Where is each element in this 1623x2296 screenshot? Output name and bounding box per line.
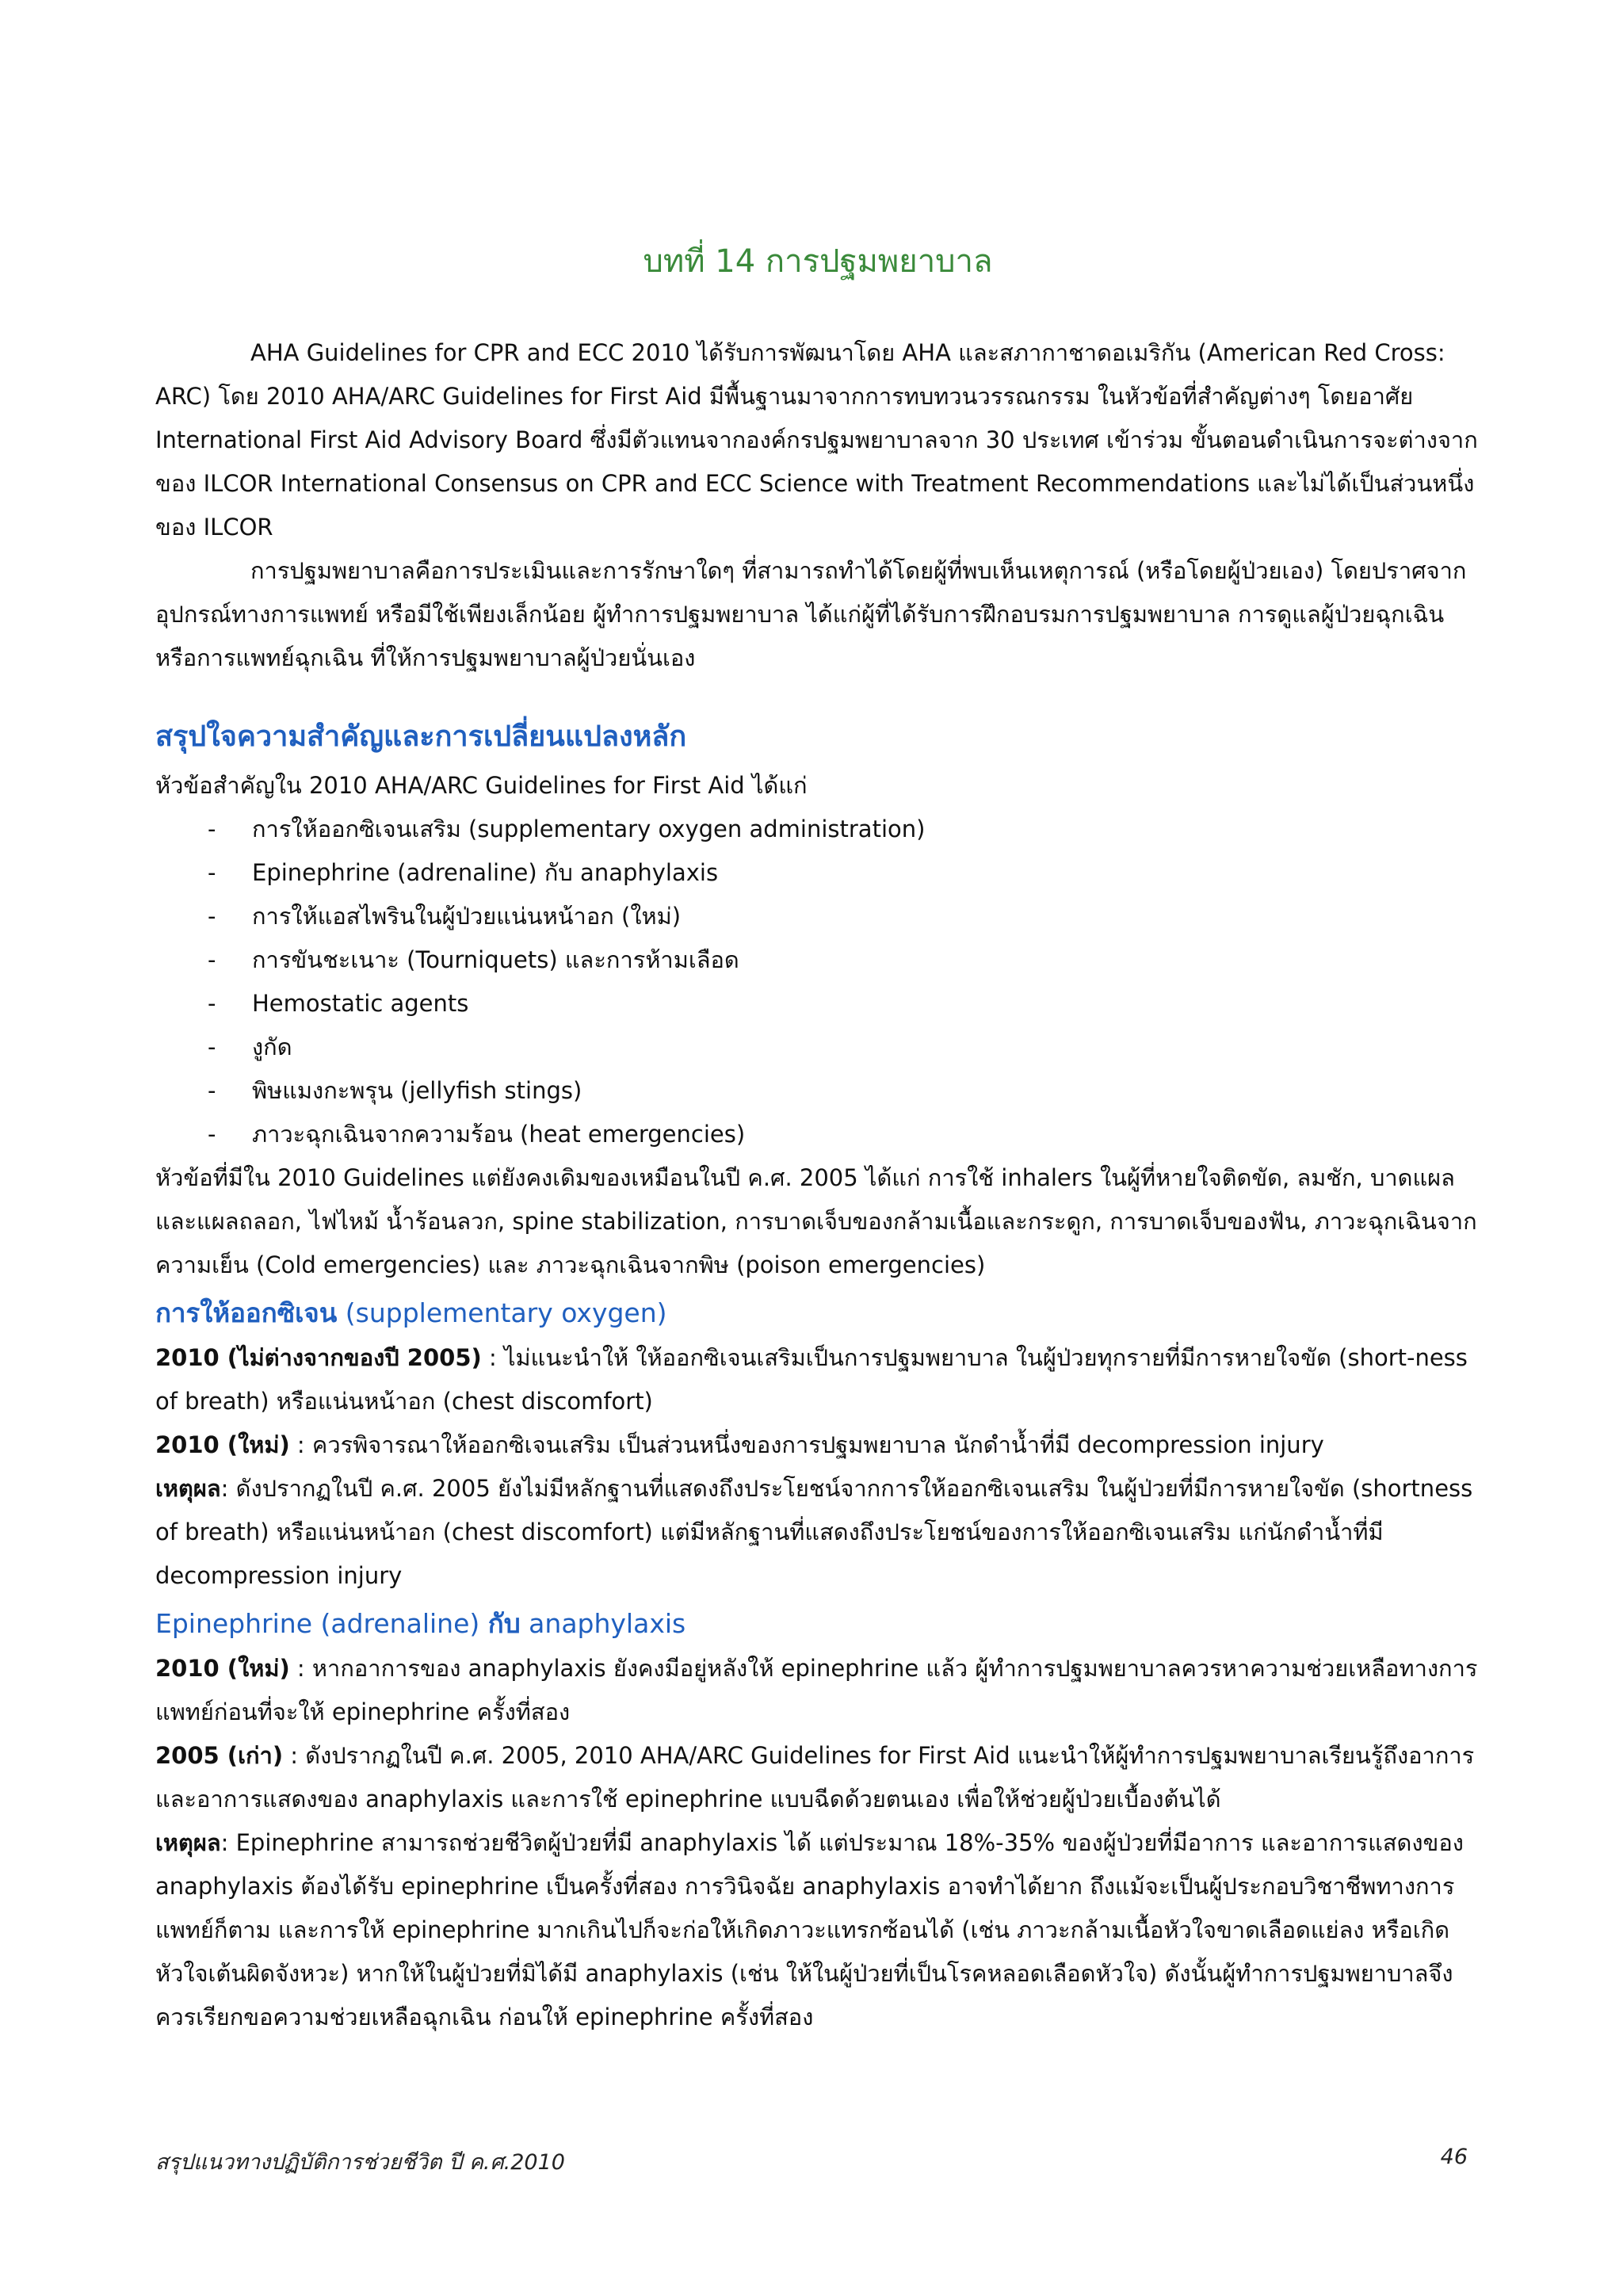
list-item: - การขันชะเนาะ (Tourniquets) และการห้ามเลือด: [155, 938, 1480, 982]
epi-entry-2005-old: 2005 (เก่า) : ดังปรากฏในปี ค.ศ. 2005, 2010 AHA/ARC Guidelines for First Aid แนะนำให้ผู้ทำการปฐมพยาบาลเรียนรู้ถึงอาการ และอาการแสดงของ anaphylaxis และการใช้ epinephrine แบบฉีดด้วยตนเอง เพื่อให้ช่วยผู้ป่วยเบื้องต้นได้: [155, 1742, 1475, 1813]
oxygen-rationale: เหตุผล: ดังปรากฏในปี ค.ศ. 2005 ยังไม่มีหลักฐานที่แสดงถึงประโยชน์จากการให้ออกซิเจนเสริม ในผู้ป่วยที่มีการหายใจขัด (shortness of breath) หรือแน่นหน้าอก (chest discomfort) แต่มีหลักฐานที่แสดงถึงประโยชน์ของการให้ออกซิเจนเสริม แก่นักดำน้ำที่มี decompression injury: [155, 1475, 1473, 1589]
oxygen-entry-2010-new: 2010 (ใหม่) : ควรพิจารณาให้ออกซิเจนเสริม เป็นส่วนหนึ่งของการปฐมพยาบาล นักดำน้ำที่มี decompression injury: [155, 1431, 1324, 1458]
summary-tail: หัวข้อที่มีใน 2010 Guidelines แต่ยังคงเดิมของเหมือนในปี ค.ศ. 2005 ได้แก่ การใช้ inhalers ในผู้ที่หายใจติดขัด, ลมชัก, บาดแผล และแผลถลอก, ไฟไหม้ น้ำร้อนลวก, spine stabilization, การบาดเจ็บของกล้ามเนื้อและกระดูก, การบาดเจ็บของฟัน, ภาวะฉุกเฉินจากความเย็น (Cold emergencies) และ ภาวะฉุกเฉินจากพิษ (poison emergencies): [155, 1164, 1477, 1278]
bullet-dash: -: [208, 990, 216, 1017]
entry-label: 2005 (เก่า): [155, 1742, 284, 1769]
list-item: - การให้ออกซิเจนเสริม (supplementary oxygen administration): [155, 808, 1480, 851]
epi-entry-2010-new: 2010 (ใหม่) : หากอาการของ anaphylaxis ยังคงมีอยู่หลังให้ epinephrine แล้ว ผู้ทำการปฐมพยาบาลควรหาความช่วยเหลือทางการแพทย์ก่อนที่จะให้ epinephrine ครั้งที่สอง: [155, 1655, 1478, 1725]
bullet-dash: -: [208, 1077, 216, 1104]
bullet-dash: -: [208, 1121, 216, 1148]
summary-heading: สรุปใจความสำคัญและการเปลี่ยนแปลงหลัก: [155, 720, 687, 753]
list-item: - พิษแมงกะพรุน (jellyfish stings): [155, 1069, 1480, 1113]
bullet-dash: -: [208, 946, 216, 973]
list-item: - Hemostatic agents: [155, 982, 1480, 1026]
list-item: - ภาวะฉุกเฉินจากความร้อน (heat emergencies): [155, 1113, 1480, 1156]
entry-label: 2010 (ไม่ต่างจากของปี 2005): [155, 1344, 482, 1371]
summary-lead: หัวข้อสำคัญใน 2010 AHA/ARC Guidelines for First Aid ได้แก่: [155, 772, 808, 799]
entry-label: 2010 (ใหม่): [155, 1655, 290, 1682]
bullet-dash: -: [208, 903, 216, 930]
summary-list: [155, 808, 1480, 1156]
list-item: - Epinephrine (adrenaline) กับ anaphylaxis: [155, 851, 1480, 895]
entry-label: เหตุผล: [155, 1475, 221, 1502]
page-footer: [155, 2145, 1468, 2179]
bullet-dash: -: [208, 816, 216, 842]
entry-label: 2010 (ใหม่): [155, 1431, 290, 1458]
bullet-dash: -: [208, 1033, 216, 1060]
footer-title: สรุปแนวทางปฏิบัติการช่วยชีวิต ปี ค.ศ.2010: [155, 2150, 565, 2175]
oxygen-entry-2010-unchanged: 2010 (ไม่ต่างจากของปี 2005) : ไม่แนะนำให้ ให้ออกซิเจนเสริมเป็นการปฐมพยาบาล ในผู้ป่วยทุกรายที่มีการหายใจขัด (short-ness of breath) หรือแน่นหน้าอก (chest discomfort): [155, 1344, 1468, 1415]
oxygen-heading: การให้ออกซิเจน (supplementary oxygen): [155, 1297, 667, 1328]
bullet-dash: -: [208, 859, 216, 886]
list-item: - การให้แอสไพรินในผู้ป่วยแน่นหน้าอก (ใหม่): [155, 895, 1480, 938]
entry-label: เหตุผล: [155, 1829, 221, 1856]
epi-rationale: เหตุผล: Epinephrine สามารถช่วยชีวิตผู้ป่วยที่มี anaphylaxis ได้ แต่ประมาณ 18%-35% ของผู้ป่วยที่มีอาการ และอาการแสดงของ anaphylaxis ต้องได้รับ epinephrine เป็นครั้งที่สอง การวินิจฉัย anaphylaxis อาจทำได้ยาก ถึงแม้จะเป็นผู้ประกอบวิชาชีพทางการแพทย์ก็ตาม และการให้ epinephrine มากเกินไปก็จะก่อให้เกิดภาวะแทรกซ้อนได้ (เช่น ภาวะกล้ามเนื้อหัวใจขาดเลือดแย่ลง หรือเกิดหัวใจเต้นผิดจังหวะ) หากให้ในผู้ป่วยที่มิได้มี anaphylaxis (เช่น ให้ในผู้ป่วยที่เป็นโรคหลอดเลือดหัวใจ) ดังนั้นผู้ทำการปฐมพยาบาลจึงควรเรียกขอความช่วยเหลือฉุกเฉิน ก่อนให้ epinephrine ครั้งที่สอง: [155, 1829, 1464, 2030]
page-number: 46: [1440, 2145, 1468, 2169]
epinephrine-heading: Epinephrine (adrenaline) กับ anaphylaxis: [155, 1608, 686, 1639]
intro-paragraph-2: การปฐมพยาบาลคือการประเมินและการรักษาใดๆ ที่สามารถทำได้โดยผู้ที่พบเห็นเหตุการณ์ (หรือโดยผู้ป่วยเอง) โดยปราศจากอุปกรณ์ทางการแพทย์ หรือมีใช้เพียงเล็กน้อย ผู้ทำการปฐมพยาบาล ได้แก่ผู้ที่ได้รับการฝึกอบรมการปฐมพยาบาล การดูแลผู้ป่วยฉุกเฉิน หรือการแพทย์ฉุกเฉิน ที่ให้การปฐมพยาบาลผู้ป่วยนั่นเอง: [155, 557, 1467, 671]
chapter-title: บทที่ 14 การปฐมพยาบาล: [643, 243, 993, 280]
intro-paragraph-1: AHA Guidelines for CPR and ECC 2010 ได้รับการพัฒนาโดย AHA และสภากาชาดอเมริกัน (American Red Cross: ARC) โดย 2010 AHA/ARC Guidelines for First Aid มีพื้นฐานมาจากการทบทวนวรรณกรรม ในหัวข้อที่สำคัญต่างๆ โดยอาศัย International First Aid Advisory Board ซึ่งมีตัวแทนจากองค์กรปฐมพยาบาลจาก 30 ประเทศ เข้าร่วม ขั้นตอนดำเนินการจะต่างจากของ ILCOR International Consensus on CPR and ECC Science with Treatment Recommendations และไม่ได้เป็นส่วนหนึ่งของ ILCOR: [155, 339, 1478, 541]
list-item: - งูกัด: [155, 1026, 1480, 1069]
document-page: [155, 238, 1480, 2039]
